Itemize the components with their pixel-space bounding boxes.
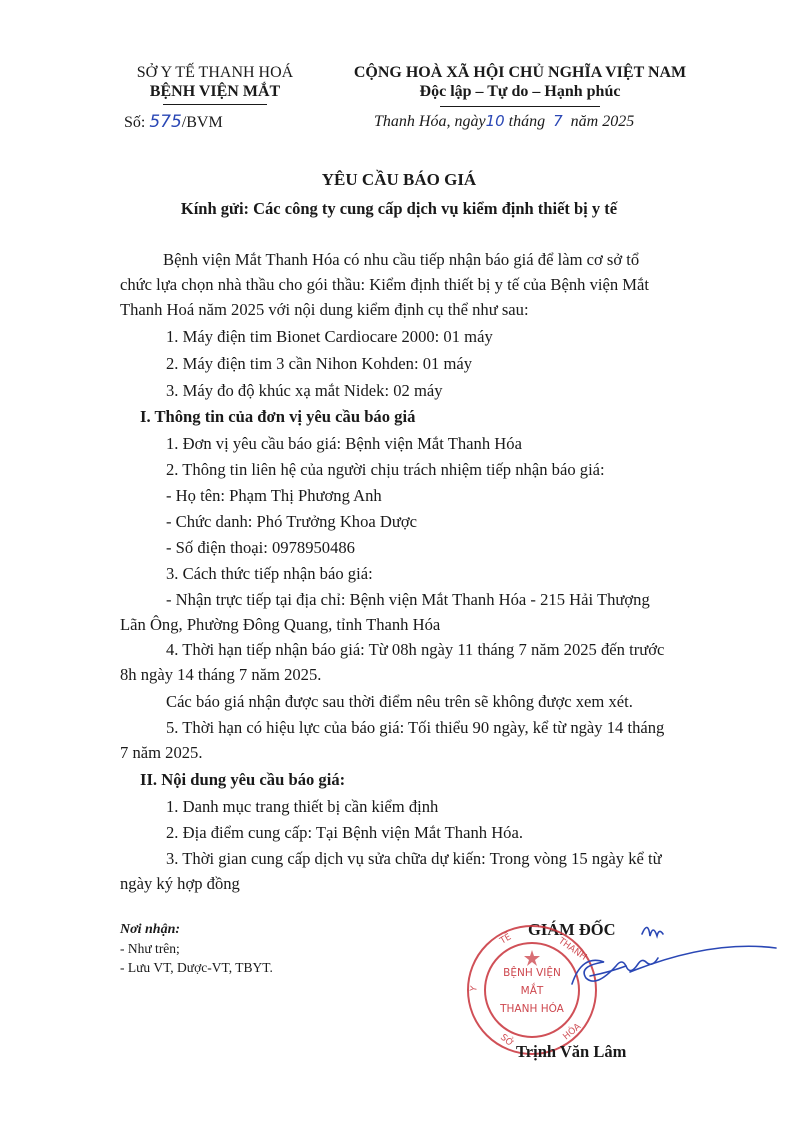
hospital-name: BỆNH VIỆN MẮT (149, 83, 281, 100)
section1-line-7: - Nhận trực tiếp tại địa chỉ: Bệnh viện Mắt Thanh Hóa - 215 Hải Thượng (166, 590, 650, 609)
section2-line-2: 2. Địa điểm cung cấp: Tại Bệnh viện Mắt Thanh Hóa. (166, 823, 523, 842)
device-item-3: 3. Máy đo độ khúc xạ mắt Nidek: 02 máy (166, 381, 443, 400)
section1-line-2: 2. Thông tin liên hệ của người chịu trách nhiệm tiếp nhận báo giá: (166, 460, 605, 479)
signature-role: GIÁM ĐỐC (528, 920, 616, 939)
number-value: 575 (149, 112, 182, 132)
section1-line-4: - Chức danh: Phó Trưởng Khoa Dược (166, 512, 418, 531)
section1-line-3: - Họ tên: Phạm Thị Phương Anh (166, 486, 382, 505)
svg-text:SỞ: SỞ (498, 1032, 516, 1050)
section1-line-9: 4. Thời hạn tiếp nhận báo giá: Từ 08h ngày 11 tháng 7 năm 2025 đến trước (166, 640, 665, 659)
intro-line-1: Bệnh viện Mắt Thanh Hóa có nhu cầu tiếp nhận báo giá để làm cơ sở tổ (163, 250, 640, 269)
intro-line-2: chức lựa chọn nhà thầu cho gói thầu: Kiểm định thiết bị y tế của Bệnh viện Mắt (120, 275, 650, 294)
recipient-item-2: - Lưu VT, Dược-VT, TBYT. (120, 960, 273, 975)
date-year: năm 2025 (570, 113, 635, 130)
section1-line-6: 3. Cách thức tiếp nhận báo giá: (166, 564, 373, 583)
section1-heading: I. Thông tin của đơn vị yêu cầu báo giá (140, 407, 416, 426)
section1-line-1: 1. Đơn vị yêu cầu báo giá: Bệnh viện Mắt Thanh Hóa (166, 434, 522, 453)
stamp-line-1: BỆNH VIỆN (503, 967, 561, 979)
signer-name: Trịnh Văn Lâm (516, 1042, 627, 1061)
stamp-line-2: MẮT (520, 985, 544, 997)
number-suffix: /BVM (181, 114, 223, 131)
header-left (100, 64, 330, 101)
addressee: Kính gửi: Các công ty cung cấp dịch vụ kiểm định thiết bị y tế (180, 199, 618, 218)
recipients-label: Nơi nhận: (120, 922, 181, 937)
date-month-label: tháng (508, 113, 546, 130)
date-month: 7 (553, 112, 563, 130)
device-item-2: 2. Máy điện tim 3 cần Nihon Kohden: 01 máy (166, 354, 473, 373)
section1-line-12: 5. Thời hạn có hiệu lực của báo giá: Tối thiểu 90 ngày, kể từ ngày 14 tháng (166, 718, 665, 737)
intro-line-3: Thanh Hoá năm 2025 với nội dung kiểm định cụ thể như sau: (120, 300, 529, 319)
section2-line-3: 3. Thời gian cung cấp dịch vụ sửa chữa dự kiến: Trong vòng 15 ngày kể từ (166, 849, 662, 868)
svg-text:Y: Y (469, 985, 480, 993)
motto: Độc lập – Tự do – Hạnh phúc (419, 83, 621, 100)
department-name: SỞ Y TẾ THANH HOÁ (136, 64, 294, 81)
section2-line-4: ngày ký hợp đồng (120, 874, 240, 893)
republic-name: CỘNG HOÀ XÃ HỘI CHỦ NGHĨA VIỆT NAM (353, 64, 687, 81)
hospital-underline (163, 104, 267, 105)
number-prefix: Số: (124, 114, 146, 131)
section1-line-5: - Số điện thoại: 0978950486 (166, 538, 355, 557)
document-title: YÊU CẦU BÁO GIÁ (321, 170, 477, 189)
date-place: Thanh Hóa, ngày (374, 113, 486, 130)
header-right (330, 64, 710, 101)
handwritten-signature (480, 912, 780, 992)
section1-line-11: Các báo giá nhận được sau thời điểm nêu trên sẽ không được xem xét. (166, 692, 633, 711)
stamp-line-3: THANH HÓA (500, 1003, 564, 1015)
section2-line-1: 1. Danh mục trang thiết bị cần kiểm định (166, 797, 439, 816)
device-item-1: 1. Máy điện tim Bionet Cardiocare 2000: 01 máy (166, 327, 493, 346)
svg-text:HÓA: HÓA (561, 1021, 584, 1043)
section1-line-10: 8h ngày 14 tháng 7 năm 2025. (120, 665, 322, 684)
svg-text:TẾ: TẾ (498, 932, 514, 947)
motto-underline (440, 106, 600, 107)
svg-text:THANH: THANH (556, 936, 589, 963)
date-line (374, 112, 634, 131)
section1-line-8: Lãn Ông, Phường Đông Quang, tỉnh Thanh Hóa (120, 615, 441, 634)
date-day: 10 (485, 112, 505, 130)
section2-heading: II. Nội dung yêu cầu báo giá: (140, 770, 346, 789)
document-number (124, 112, 223, 132)
section1-line-13: 7 năm 2025. (120, 743, 203, 762)
recipient-item-1: - Như trên; (120, 941, 180, 956)
